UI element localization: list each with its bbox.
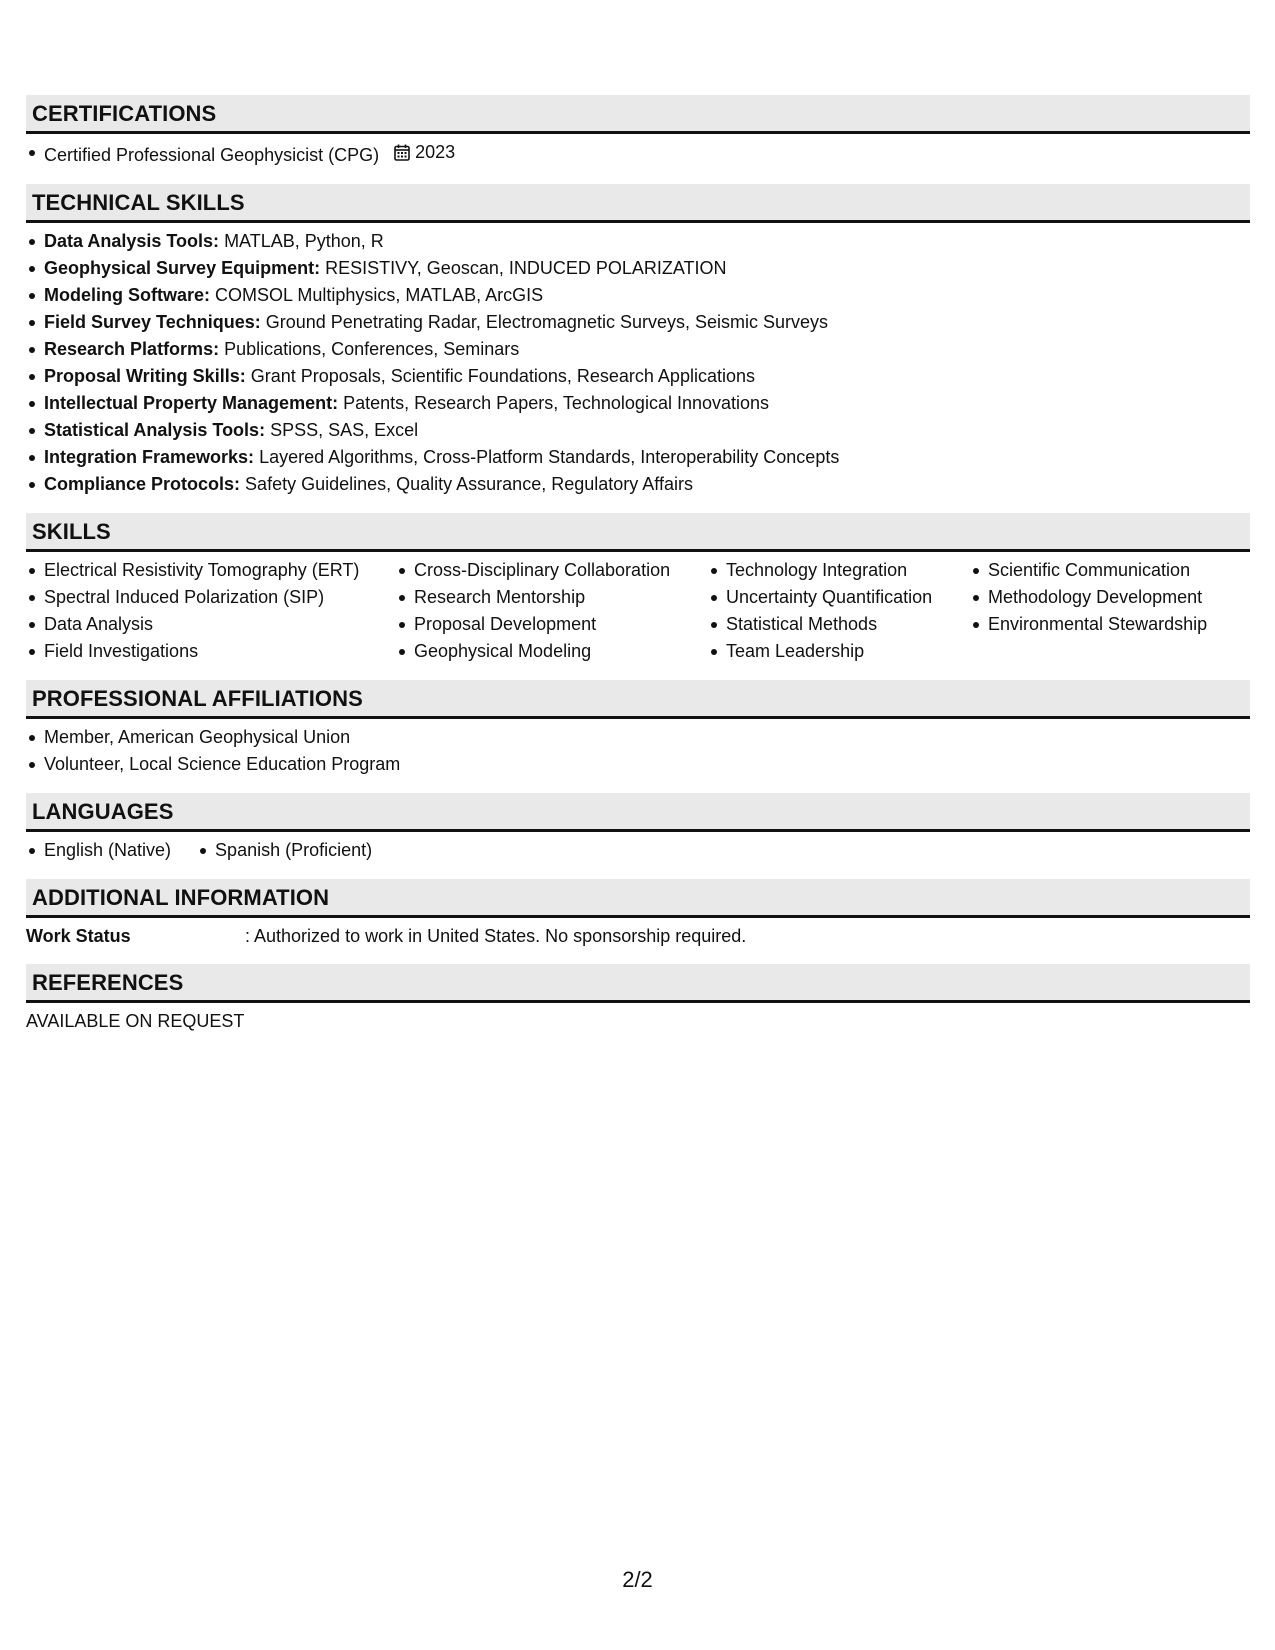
- list-item: [26, 282, 1250, 309]
- list-item: [26, 444, 1250, 471]
- list-item: Statistical Methods: [708, 611, 970, 638]
- section-heading: CERTIFICATIONS: [26, 95, 1250, 134]
- list-item: Electrical Resistivity Tomography (ERT): [26, 557, 396, 584]
- skill-category: Compliance Protocols:: [44, 474, 241, 494]
- skills-column: [970, 557, 1240, 665]
- skill-category: Geophysical Survey Equipment:: [44, 258, 321, 278]
- skill-values: Grant Proposals, Scientific Foundations, Research Applications: [250, 366, 755, 386]
- info-label: Work Status: [26, 926, 131, 946]
- skill-values: Layered Algorithms, Cross-Platform Standards, Interoperability Concepts: [259, 447, 840, 467]
- additional-info-section: [26, 879, 1250, 949]
- section-heading: SKILLS: [26, 513, 1250, 552]
- skill-category: Integration Frameworks:: [44, 447, 255, 467]
- page-number: 2/2: [622, 1567, 653, 1592]
- skills-column: [708, 557, 970, 665]
- section-heading: REFERENCES: [26, 964, 1250, 1003]
- skill-values: Publications, Conferences, Seminars: [224, 339, 520, 359]
- list-item: Environmental Stewardship: [970, 611, 1240, 638]
- skill-category: Statistical Analysis Tools:: [44, 420, 266, 440]
- list-item: Proposal Development: [396, 611, 708, 638]
- list-item: Data Analysis: [26, 611, 396, 638]
- certification-name: Certified Professional Geophysicist (CPG): [44, 145, 380, 165]
- list-item: Methodology Development: [970, 584, 1240, 611]
- certifications-list: [26, 139, 1250, 169]
- certification-year: 2023: [415, 142, 456, 162]
- list-item: Member, American Geophysical Union: [26, 724, 1250, 751]
- list-item: Volunteer, Local Science Education Program: [26, 751, 1250, 778]
- skill-values: Safety Guidelines, Quality Assurance, Regulatory Affairs: [245, 474, 693, 494]
- info-row: [26, 923, 1250, 949]
- skill-category: Field Survey Techniques:: [44, 312, 261, 332]
- skill-values: Ground Penetrating Radar, Electromagnetic Surveys, Seismic Surveys: [265, 312, 829, 332]
- skills-grid: [26, 557, 1250, 665]
- certification-date: [394, 139, 455, 166]
- references-section: [26, 964, 1250, 1034]
- list-item: Cross-Disciplinary Collaboration: [396, 557, 708, 584]
- list-item: [26, 139, 1250, 169]
- section-heading: TECHNICAL SKILLS: [26, 184, 1250, 223]
- skill-category: Research Platforms:: [44, 339, 220, 359]
- list-item: [26, 309, 1250, 336]
- list-item: Team Leadership: [708, 638, 970, 665]
- list-item: Technology Integration: [708, 557, 970, 584]
- list-item: Spectral Induced Polarization (SIP): [26, 584, 396, 611]
- list-item: Field Investigations: [26, 638, 396, 665]
- technical-skills-section: [26, 184, 1250, 498]
- skills-column: [396, 557, 708, 665]
- list-item: [26, 417, 1250, 444]
- list-item: Research Mentorship: [396, 584, 708, 611]
- skill-values: Patents, Research Papers, Technological Innovations: [343, 393, 770, 413]
- calendar-icon: [394, 144, 410, 161]
- list-item: Uncertainty Quantification: [708, 584, 970, 611]
- list-item: [26, 228, 1250, 255]
- languages-list: [26, 837, 1250, 864]
- section-heading: PROFESSIONAL AFFILIATIONS: [26, 680, 1250, 719]
- affiliations-list: [26, 724, 1250, 778]
- list-item: [26, 363, 1250, 390]
- certifications-section: [26, 95, 1250, 169]
- skill-values: MATLAB, Python, R: [224, 231, 384, 251]
- skill-values: COMSOL Multiphysics, MATLAB, ArcGIS: [215, 285, 544, 305]
- list-item: [26, 255, 1250, 282]
- skill-category: Modeling Software:: [44, 285, 210, 305]
- list-item: Spanish (Proficient): [197, 837, 372, 864]
- affiliations-section: [26, 680, 1250, 778]
- references-text: AVAILABLE ON REQUEST: [26, 1011, 245, 1031]
- technical-skills-list: [26, 228, 1250, 498]
- section-heading: LANGUAGES: [26, 793, 1250, 832]
- skill-category: Intellectual Property Management:: [44, 393, 339, 413]
- list-item: Scientific Communication: [970, 557, 1240, 584]
- section-heading: ADDITIONAL INFORMATION: [26, 879, 1250, 918]
- list-item: [26, 336, 1250, 363]
- skill-values: SPSS, SAS, Excel: [270, 420, 419, 440]
- list-item: English (Native): [26, 837, 171, 864]
- list-item: [26, 471, 1250, 498]
- languages-section: [26, 793, 1250, 864]
- list-item: [26, 390, 1250, 417]
- resume-page: [26, 95, 1250, 1049]
- skills-section: [26, 513, 1250, 665]
- skills-column: [26, 557, 396, 665]
- skill-values: RESISTIVY, Geoscan, INDUCED POLARIZATION: [325, 258, 727, 278]
- skill-category: Proposal Writing Skills:: [44, 366, 246, 386]
- skill-category: Data Analysis Tools:: [44, 231, 220, 251]
- list-item: Geophysical Modeling: [396, 638, 708, 665]
- info-value: : Authorized to work in United States. No sponsorship required.: [245, 926, 747, 946]
